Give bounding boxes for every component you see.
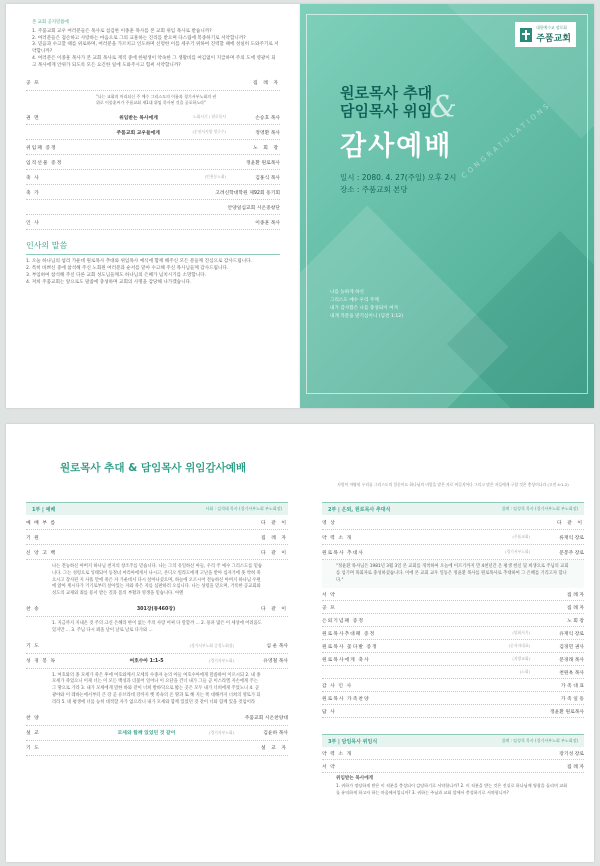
proclamation-text: "나는 교회의 머리되신 주 예수 그리스도의 이름과 경기서부노회의 권위로 이종훈씨가 주품교회 제1대 위임 목사된 것을 공포하노라" (96, 93, 217, 106)
part1-header: 1부 | 예배 사회 : 김석태 목사 (경기서부노회 부노회장) (26, 502, 288, 515)
congratulations-watermark: CONGRATULATIONS (460, 100, 553, 181)
cover-frame (306, 14, 588, 394)
header-verse: 사람이 마땅히 우리를 그리스도의 일꾼이요 하나님의 비밀을 맡은 자로 여길지어다 그리고 맡은 자들에게 구할 것은 충성이니라 (고전 4:1-2) (337, 482, 569, 487)
order-row: 감 사 인 사 가 족 대 표 (322, 679, 584, 692)
program-cover-page (300, 4, 594, 408)
order-row: 찬 양 주품교회 시온찬양대 (26, 711, 288, 726)
cover-verse: 나를 능하게 하신 그리스도 예수 우리 주께 내가 감사함은 나를 충성되이 여겨 내게 직분을 맡기심이니 (딤전 1:12) (330, 290, 403, 319)
order-row: 안양일심교회 시온중창단 (26, 200, 280, 215)
order-row: 원로목사 추대사 (경기서부노회) 문봉주 장로 (322, 545, 584, 560)
ampersand: & (430, 90, 457, 125)
cover-title-line2: 담임목사 위임 (340, 102, 433, 120)
cover-event-info (340, 172, 456, 196)
scripture-text: 1. 여호와의 종 모세가 죽은 후에 여호와께서 모세의 수종자 눈의 아들 여호수아에게 말씀하여 이르시되 2. 내 종 모세가 죽었으니 이제 너는 이 모든 백성과 더불어 일어나 이 요단을 건너 내가 그들 곧 이스라엘 자손에게 주는 그 땅으로 가라 3. 내가 모세에게 말한 바와 같이 너희 발바닥으로 밟는 곳은 모두 내가 너희에게 주었노니 4. 곧 광야와 이 레바논에서부터 큰 강 곧 유브라데 강까지 헷 족속의 온 땅과 또 해 지는 쪽 대해까지 너희의 영토가 되리라 5. 네 평생에 너를 능히 대적할 자가 없으리니 내가 모세와 함께 있었던 것 같이 너와 함께 있을 것임이라 (52, 672, 261, 705)
congregation-vows (32, 29, 280, 70)
cover-title-line1: 원로목사 추대 (340, 84, 433, 102)
part2-rows (322, 588, 584, 718)
order-row: 찬 송 301장(통460장) 다 같 이 (26, 602, 288, 617)
vow-item: 1. 주품교회 교우 여러분들은 목사로 섬김한 이종훈 목사를 본 교회 위임 목사로 받습니까? (32, 28, 212, 34)
church-logo: 대한예수교 장로회 주품교회 (515, 22, 576, 47)
order-row: (노회) 천원옥 목사 (322, 666, 584, 679)
program-inner-left-page (6, 4, 300, 408)
order-row: 서 약 집 례 자 (322, 760, 584, 773)
order-row: 기 도 설 교 자 (26, 741, 288, 756)
order-row: 기 원 집 례 자 (26, 530, 288, 545)
order-row: 공 포 집 례 자 (26, 76, 280, 91)
part2-header: 2부 | 은퇴, 원로목사 추대식 집례 : 임성석 목사 (경기서부노회 부노회장) (322, 502, 584, 515)
order-row: 공 포 집 례 자 (322, 601, 584, 614)
order-row: 약 력 소 개 장기성 장로 (322, 747, 584, 760)
order-row: 영 상 다 같 이 (322, 515, 584, 530)
greeting-item: 1. 오늘 하나님의 섭리 가운데 원로목사 추대와 위임목사 예식에 함께 해주신 모든 분들께 진심으로 감사드립니다. (26, 259, 252, 265)
order-row: 은퇴기념패 증정 노 회 장 (322, 614, 584, 627)
greeting-title: 인사의 말씀 (26, 240, 280, 255)
apostles-creed: 나는 전능하신 아버지 하나님 천지의 창조주를 믿습니다. 나는 그의 유일하신 아들, 우리 주 예수 그리스도를 믿습니다. 그는 성령으로 잉태되어 동정녀 마리아에게서 나시고, 본디오 빌라도에게 고난을 받아 십자가에 못 박혀 죽으시고 장사된 지 사흘 만에 죽은 자 가운데서 다시 살아나셨으며, 하늘에 오르시어 전능하신 아버지 하나님 우편에 앉아 계시다가 거기로부터 살아있는 자와 죽은 자를 심판하러 오십니다. 나는 성령을 믿으며, 거룩한 공교회와 성도의 교제와 죄를 용서 받는 것과 몸의 부활과 영생을 믿습니다. 아멘 (52, 564, 263, 597)
event-place: 장소 : 주품교회 본당 (340, 185, 408, 194)
order-row: 원로목사 꽃다발 증정 (순서자대표) 김경민 권사 (322, 640, 584, 653)
cover-main-title: 감사예배 (340, 131, 453, 162)
vow-item: 3. 믿음과 수고할 때를 위로하며, 여러분을 가르치고 인도하며 신령한 이를 세우기 위하여 진력할 때에 성실히 도와주기로 서약합니까? (32, 42, 279, 55)
installation-vows: 위임받는 목사에게 1. 귀하가 정당하게 받은 이 직분을 충성되이 감당하기로 서약합니까? 2. 이 직분을 받는 것은 진실로 하나님께 영광을 돌리며 교회를 유익하게 하고자 하는 마음에서입니까? 3. 귀하는 주님과 교회 앞에서 충성하기로 서약합니까? (336, 776, 568, 795)
part3-header: 3부 | 담임목사 위임식 집례 : 임성석 목사 (경기서부노회 부노회장) (322, 734, 584, 747)
order-row: 축 가 고려신학대학원 제92회 동기회 (26, 185, 280, 200)
service-heading: 원로목사 추대 & 담임목사 위임감사예배 (59, 462, 247, 474)
order-row: 주품교회 교우들에게 (순천서지방 정구수) 정영환 목사 (26, 125, 280, 140)
hymn-lyrics: 1. 지금까지 지내온 것 주의 크신 은혜라 한이 없는 주의 사랑 어찌 다 말할까 ... 2. 풍파 많은 이 세상에 어려움도 있지만 ... 3. 주님 다시 뵈올 날이 날로 날로 다가와 ... (52, 620, 262, 633)
order-row: 인 사 이종훈 목사 (26, 215, 280, 230)
order-row: 설 교 모세와 함께 있었던 것 같이 (경기서부노회) 김윤하 목사 (26, 726, 288, 741)
order-row: 위임패 증정 노 회 장 (26, 140, 280, 155)
notes-heading: 본 교회 공지말씀에 (32, 20, 69, 25)
greeting-item: 4. 저희 주품교회는 앞으로도 말씀에 충성하며 교회의 사명을 감당해 나가겠습니다. (26, 279, 192, 285)
order-row: 권 면 위임받는 목사에게 노회서기 / 원로목사 손승호 목사 (26, 110, 280, 125)
order-row: 서 약 집 례 자 (322, 588, 584, 601)
order-right-column (322, 502, 584, 800)
greeting-item: 3. 부임하여 참석해 주신 다른 교회 성도님들께도 하나님의 은혜가 넘치시기를 소망합니다. (26, 272, 207, 278)
retirement-statement: "정윤환 목사님은 1981년 3월 3일 본 교회를 개척하여 오늘에 이르기까지 만 4천년간 온 평생 헌신 및 희생으로 주님의 교회를 섬기며 목회자로 충성하셨습니다. 이에 본 교회 교우 일동은 정윤환 목사를 원로목사로 추대하여 그 은혜를 기리고자 합니다." (322, 560, 584, 588)
vow-item: 4. 여러분은 이종훈 목사가 본 교회 목사로 재직 중에 한평생이 약속한 그 생활비를 여김없이 지급하며 주의 도에 영광이 되고 목사에게 안위가 되도록 모든 요긴한 일에 도와주시고 힘써 서약합니까? (32, 55, 276, 68)
order-row: 원로목사에게 축사 (지방교회) 문경래 목사 (322, 653, 584, 666)
vow-item: 2. 여러분들은 겸손하고 사랑하는 마음으로 그의 교훈하는 진리를 받으며 다스림에 복종하기로 서약합니까? (32, 35, 246, 41)
order-row: 기 도 (경기서부노회 증경노회장) 심 운 목사 (26, 639, 288, 654)
order-row: 신 앙 고 백 다 같 이 (26, 545, 288, 560)
order-row: 원로목사추대패 증정 (당회서기) 유재익 장로 (322, 627, 584, 640)
order-list-a (6, 70, 300, 231)
order-row: 축 사 (인천동노회) 김홍식 목사 (26, 170, 280, 185)
cross-icon (520, 28, 532, 42)
order-left-column (26, 502, 288, 756)
order-row: 성 경 봉 독 여호수아 1:1-5 (경기서부노회) 유영철 목사 (26, 654, 288, 669)
greeting-section (6, 230, 300, 286)
order-row: 임직선물 증정 정윤환 원로목사 (26, 155, 280, 170)
order-row: 약 력 소 개 (주품교회) 류재익 장로 (322, 530, 584, 545)
program-service-order-page (6, 424, 594, 862)
order-row: 예 배 부 름 다 같 이 (26, 515, 288, 530)
order-row: 원로목사 가족찬양 가 족 일 동 (322, 692, 584, 705)
greeting-item: 2. 특히 바쁘신 중에 참석해 주신 노회원 여러분과 순서를 맡아 수고해 주신 목사님들께 감사드립니다. (26, 265, 229, 271)
order-row: 답 사 정윤환 원로목사 (322, 705, 584, 718)
event-date: 일시 : 2080. 4. 27(주일) 오후 2시 (340, 173, 457, 182)
